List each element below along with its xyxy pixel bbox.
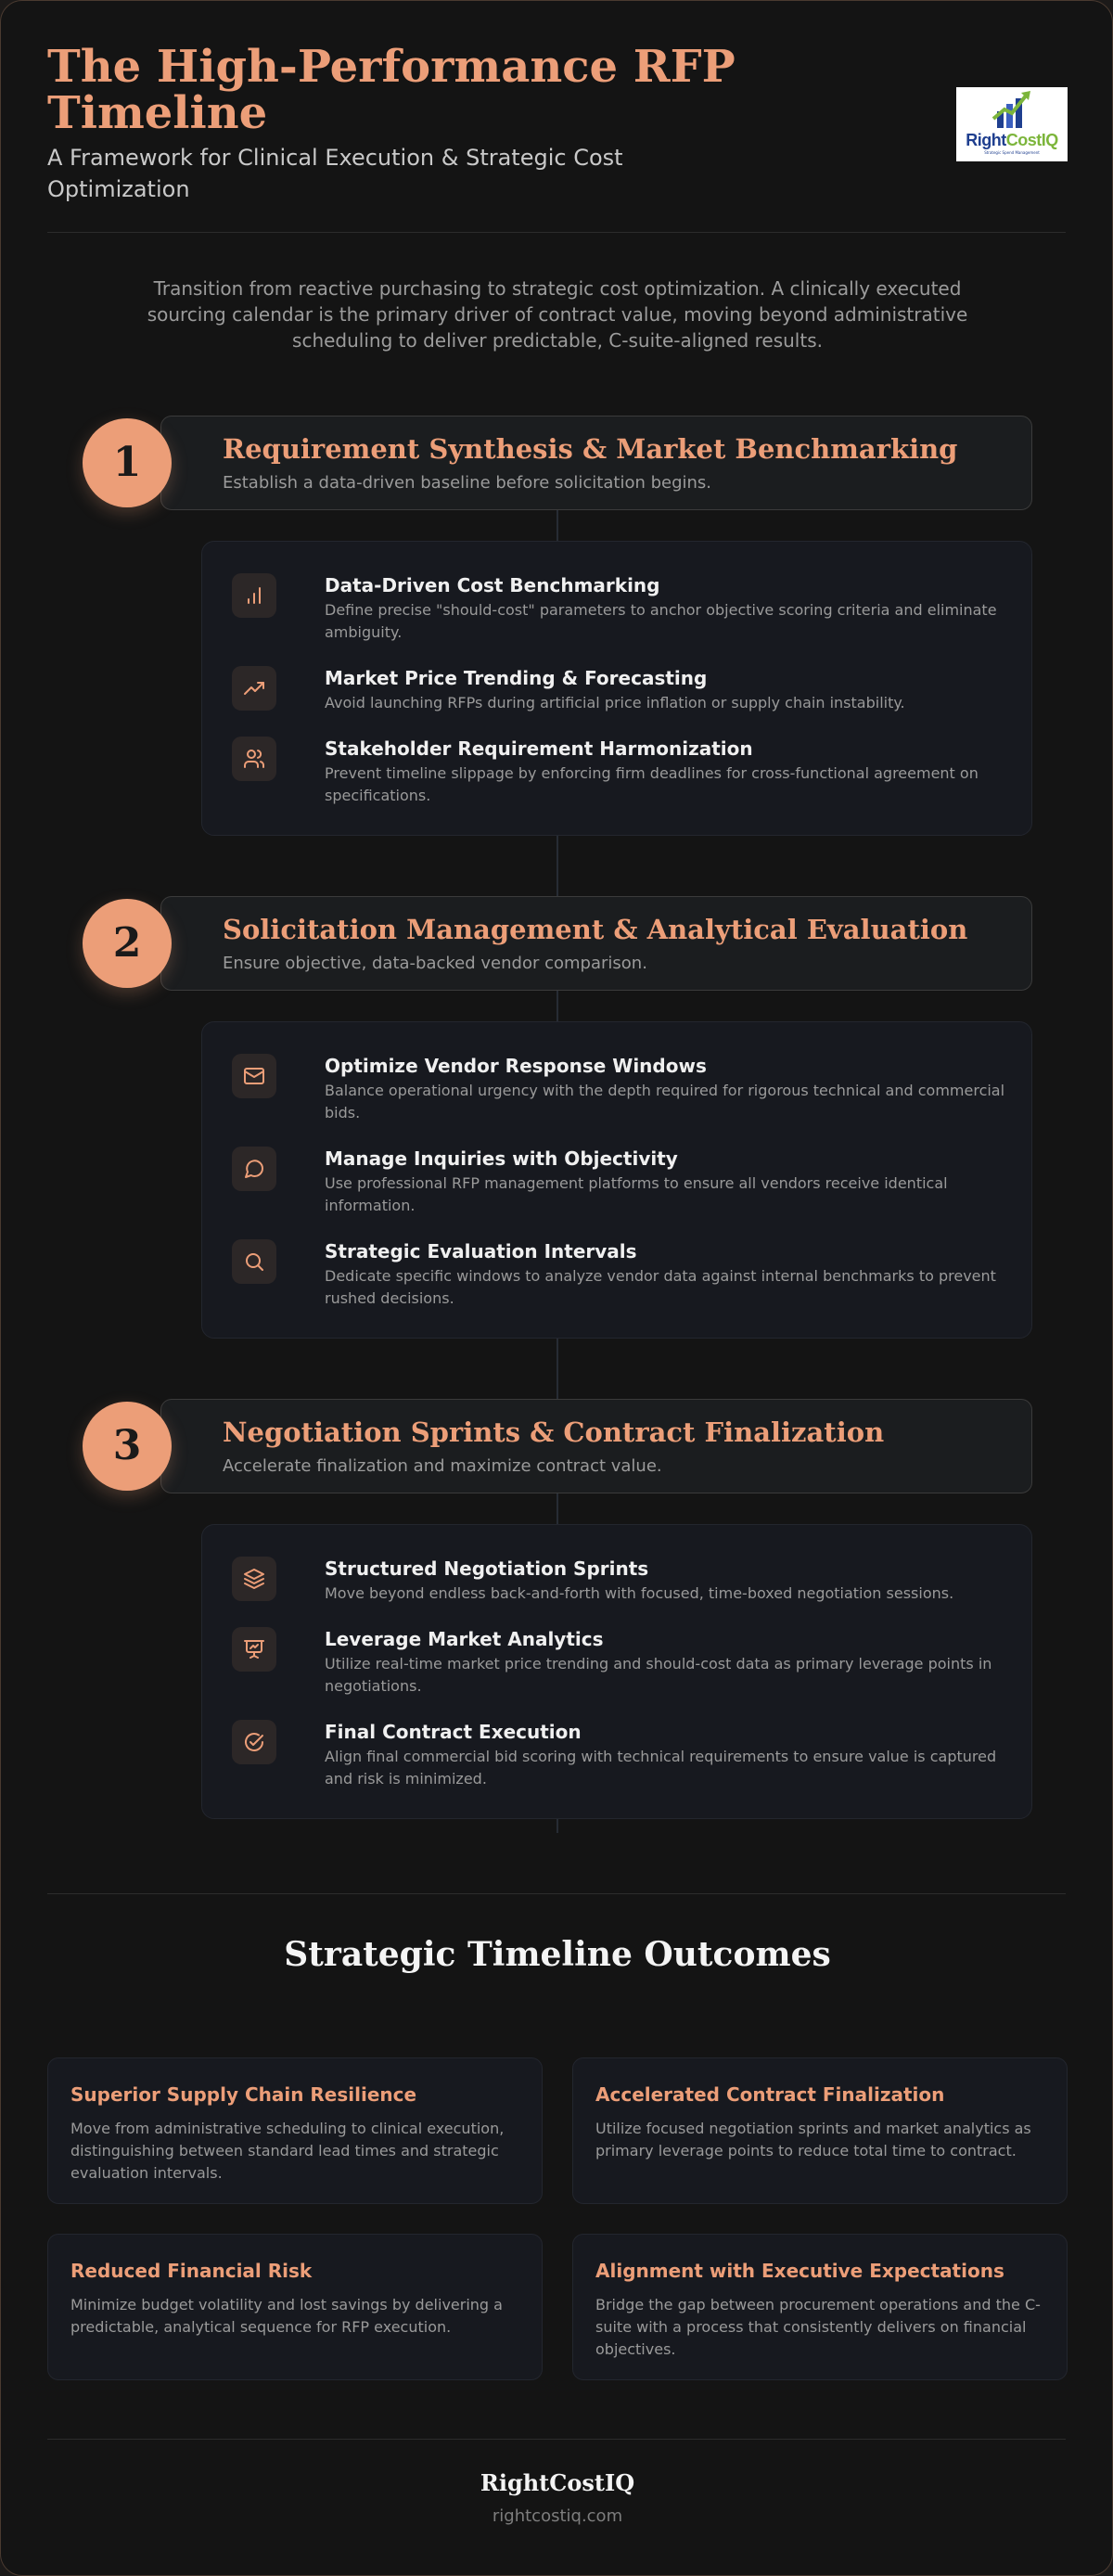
step-description: Use professional RFP management platforms to ensure all vendors receive identical information. [325,1174,948,1214]
phase-3-description: Accelerate finalization and maximize contract value. [223,1456,662,1476]
phase-3-title: Negotiation Sprints & Contract Finalization [223,1416,885,1448]
logo-wordmark [956,131,1068,150]
logo-tagline: Strategic Spend Management [984,150,1040,155]
message-circle-icon [232,1147,276,1191]
bar-chart-logo-icon [956,87,1068,132]
outcome-card [572,2234,1068,2380]
phase-1-title: Requirement Synthesis & Market Benchmarking [223,433,958,465]
mail-icon [232,1054,276,1098]
layers-icon [232,1557,276,1601]
phase-1-description: Establish a data-driven baseline before solicitation begins. [223,473,712,493]
outcome-description: Utilize focused negotiation sprints and market analytics as primary leverage points to reduce total time to contract. [595,2120,1031,2159]
phase-3-steps-card [201,1524,1032,1819]
footer-url-link[interactable]: rightcostiq.com [492,2506,623,2526]
page-subtitle: A Framework for Clinical Execution & Strategic Cost Optimization [47,145,623,202]
step-description: Align final commercial bid scoring with technical requirements to ensure value is captured and risk is minimized. [325,1748,997,1788]
users-icon [232,737,276,781]
phase-1-steps-card [201,541,1032,836]
presentation-icon [232,1627,276,1672]
phase-2-steps-card [201,1021,1032,1339]
rightcostiq-logo [956,87,1068,161]
search-icon [232,1239,276,1284]
step-description: Define precise "should-cost" parameters to anchor objective scoring criteria and eliminate ambiguity. [325,601,997,641]
step-description: Prevent timeline slippage by enforcing firm deadlines for cross-functional agreement on specifications. [325,764,979,804]
outcome-description: Move from administrative scheduling to clinical execution, distinguishing between standard lead times and strategic evaluation intervals. [70,2120,505,2182]
phase-1-number-badge [83,418,172,507]
outcome-card [572,2057,1068,2204]
outcome-title: Accelerated Contract Finalization [595,2083,945,2106]
phase-1-header-card [160,416,1032,510]
step-description: Balance operational urgency with the depth required for rigorous technical and commercial bids. [325,1082,1005,1121]
outcome-card [47,2234,543,2380]
header-divider [47,232,1066,233]
step-title: Strategic Evaluation Intervals [325,1240,637,1262]
phase-3-number: 3 [112,1422,142,1469]
phase-2-number-badge [83,899,172,988]
phase-2-title: Solicitation Management & Analytical Evaluation [223,914,968,945]
step-title: Structured Negotiation Sprints [325,1557,649,1580]
step-title: Final Contract Execution [325,1721,582,1743]
outcome-description: Bridge the gap between procurement operations and the C-suite with a process that consistently delivers on financial objectives. [595,2296,1041,2358]
logo-word-costiq: CostIQ [1005,131,1058,149]
bar-chart-icon [232,573,276,618]
trending-up-icon [232,666,276,711]
phase-2-header-card [160,896,1032,991]
step-description: Avoid launching RFPs during artificial price inflation or supply chain instability. [325,694,905,711]
step-title: Data-Driven Cost Benchmarking [325,574,660,596]
outcome-description: Minimize budget volatility and lost savings by delivering a predictable, analytical sequence for RFP execution. [70,2296,503,2336]
logo-word-right: Right [966,131,1006,149]
footer-brand: RightCostIQ [480,2469,635,2496]
phase-3-number-badge [83,1402,172,1491]
outcome-title: Reduced Financial Risk [70,2260,313,2282]
page-title: The High-Performance RFP Timeline [47,41,736,139]
phase-2-number: 2 [112,919,142,967]
step-description: Utilize real-time market price trending and should-cost data as primary leverage points in negotiations. [325,1655,992,1695]
step-title: Leverage Market Analytics [325,1628,604,1650]
outcomes-divider [47,1893,1066,1894]
step-title: Manage Inquiries with Objectivity [325,1147,678,1170]
outcome-title: Alignment with Executive Expectations [595,2260,1004,2282]
step-description: Dedicate specific windows to analyze vendor data against internal benchmarks to prevent rushed decisions. [325,1267,996,1307]
step-title: Market Price Trending & Forecasting [325,667,708,689]
outcome-card [47,2057,543,2204]
outcome-title: Superior Supply Chain Resilience [70,2083,417,2106]
step-title: Stakeholder Requirement Harmonization [325,737,753,760]
check-circle-icon [232,1720,276,1764]
phase-3-header-card [160,1399,1032,1493]
intro-paragraph: Transition from reactive purchasing to strategic cost optimization. A clinically executed sourcing calendar is the primary driver of contract value, moving beyond administrative scheduling to deliver predictable, C-suite-aligned results. [147,277,968,352]
outcomes-heading: Strategic Timeline Outcomes [284,1935,831,1974]
footer-divider [47,2439,1066,2440]
phase-2-description: Ensure objective, data-backed vendor comparison. [223,954,647,973]
phase-1-number: 1 [112,439,142,486]
step-description: Move beyond endless back-and-forth with focused, time-boxed negotiation sessions. [325,1584,954,1602]
step-title: Optimize Vendor Response Windows [325,1055,707,1077]
